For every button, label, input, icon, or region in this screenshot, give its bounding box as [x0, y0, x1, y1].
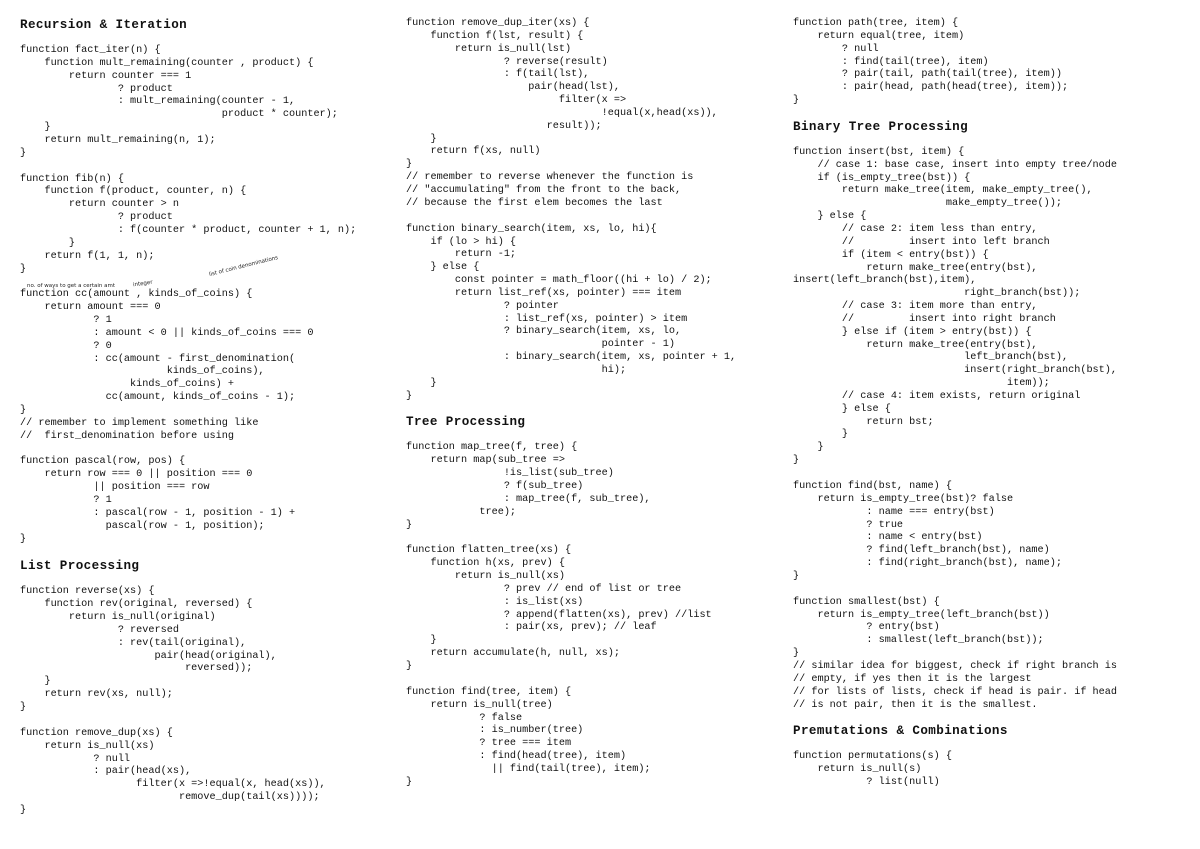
handwritten-note-coin-list: list of coin denominations: [208, 255, 279, 278]
code-binary-search: function binary_search(item, xs, lo, hi){ if (lo > hi) { return -1; } else { const pointer = math_floor((hi + lo) / 2); return list_ref(xs, pointer) === item ? pointer : list_ref(xs, pointer) > item ? binary_search(item, xs, lo, pointer - 1) : binary_search(item, xs, pointer + 1, hi); } }: [406, 223, 737, 402]
code-smallest: function smallest(bst) { return is_empty_tree(left_branch(bst)) ? entry(bst) : smallest(left_branch(bst)); } // similar idea for biggest, check if right branch is // empty, if yes then it is the largest // for lists of lists, check if head is pair. if head // is not pair, then it is the smallest.: [793, 596, 1118, 711]
code-remove-dup: function remove_dup(xs) { return is_null(xs) ? null : pair(head(xs), filter(x =>!equal(x, head(xs)), remove_dup(tail(xs)))); }: [20, 727, 326, 816]
code-find-bst: function find(bst, name) { return is_empty_tree(bst)? false : name === entry(bst) ? true : name < entry(bst) ? find(left_branch(bst), name) : find(right_branch(bst), name); }: [793, 481, 1062, 582]
code-fact-iter: function fact_iter(n) { function mult_remaining(counter , product) { return counter === 1 ? product : mult_remaining(counter - 1, product * counter); } return mult_remaining(n, 1); }: [20, 45, 338, 159]
code-reverse: function reverse(xs) { function rev(original, reversed) { return is_null(original) ? reversed : rev(tail(original), pair(head(original), reversed)); } return rev(xs, null); }: [20, 586, 277, 713]
code-path: function path(tree, item) { return equal(tree, item) ? null : find(tail(tree), item) ? pair(tail, path(tail(tree), item)) : pair(head, path(head(tree), item)); }: [793, 18, 1069, 107]
code-pascal: function pascal(row, pos) { return row === 0 || position === 0 || position === row ? 1 : pascal(row - 1, position - 1) + pascal(row - 1, position); }: [20, 456, 296, 545]
heading-permutations-combinations: Premutations & Combinations: [793, 724, 1008, 739]
handwritten-note-ways: no. of ways to get a certain amt: [27, 283, 116, 289]
column-1: [20, 18, 388, 818]
code-find-tree: function find(tree, item) { return is_null(tree) ? false : is_number(tree) ? tree === item : find(head(tree), item) || find(tail(tree), item); }: [406, 686, 651, 788]
code-flatten-tree: function flatten_tree(xs) { function h(xs, prev) { return is_null(xs) ? prev // end of list or tree : is_list(xs) ? append(flatten(xs), prev) //list : pair(xs, prev); // leaf } return accumulate(h, null, xs); }: [406, 545, 712, 672]
heading-binary-tree-processing: Binary Tree Processing: [793, 119, 969, 134]
column-2: [406, 18, 776, 790]
code-cc: function cc(amount , kinds_of_coins) { return amount === 0 ? 1 : amount < 0 || kinds_of_coins === 0 ? 0 : cc(amount - first_denomination( kinds_of_coins), kinds_of_coins) + cc(amount, kinds_of_coins - 1); } // remember to implement something like // first_denomination before using: [20, 289, 314, 442]
heading-tree-processing: Tree Processing: [406, 415, 526, 430]
code-permutations: function permutations(s) { return is_null(s) ? list(null): [793, 751, 952, 789]
heading-recursion-iteration: Recursion & Iteration: [20, 18, 188, 32]
code-map-tree: function map_tree(f, tree) { return map(sub_tree => !is_list(sub_tree) ? f(sub_tree) : map_tree(f, sub_tree), tree); }: [406, 442, 651, 531]
code-remove-dup-iter: function remove_dup_iter(xs) { function f(lst, result) { return is_null(lst) ? reverse(result) : f(tail(lst), pair(head(lst), filter(x => !equal(x,head(xs)), result)); } return f(xs, null) } // remember to reverse whenever the function is // "accumulating" from the front to the back, // because the first elem becomes the last: [406, 18, 718, 209]
heading-list-processing: List Processing: [20, 559, 140, 574]
handwritten-note-integer: integer: [132, 279, 154, 289]
code-insert: function insert(bst, item) { // case 1: base case, insert into empty tree/node if (is_empty_tree(bst)) { return make_tree(item, make_empty_tree(), make_empty_tree()); } else { // case 2: item less than entry, // insert into left branch if (item < entry(bst)) { return make_tree(entry(bst), insert(left_branch(bst),item), right_branch(bst)); // case 3: item more than entry, // insert into right branch } else if (item > entry(bst)) { return make_tree(entry(bst), left_branch(bst), insert(right_branch(bst), item)); // case 4: item exists, return original } else { return bst; } } }: [793, 146, 1118, 467]
code-fib: function fib(n) { function f(product, counter, n) { return counter > n ? product : f(counter * product, counter + 1, n); } return f(1, 1, n); }: [20, 173, 357, 275]
column-3: [793, 18, 1189, 790]
